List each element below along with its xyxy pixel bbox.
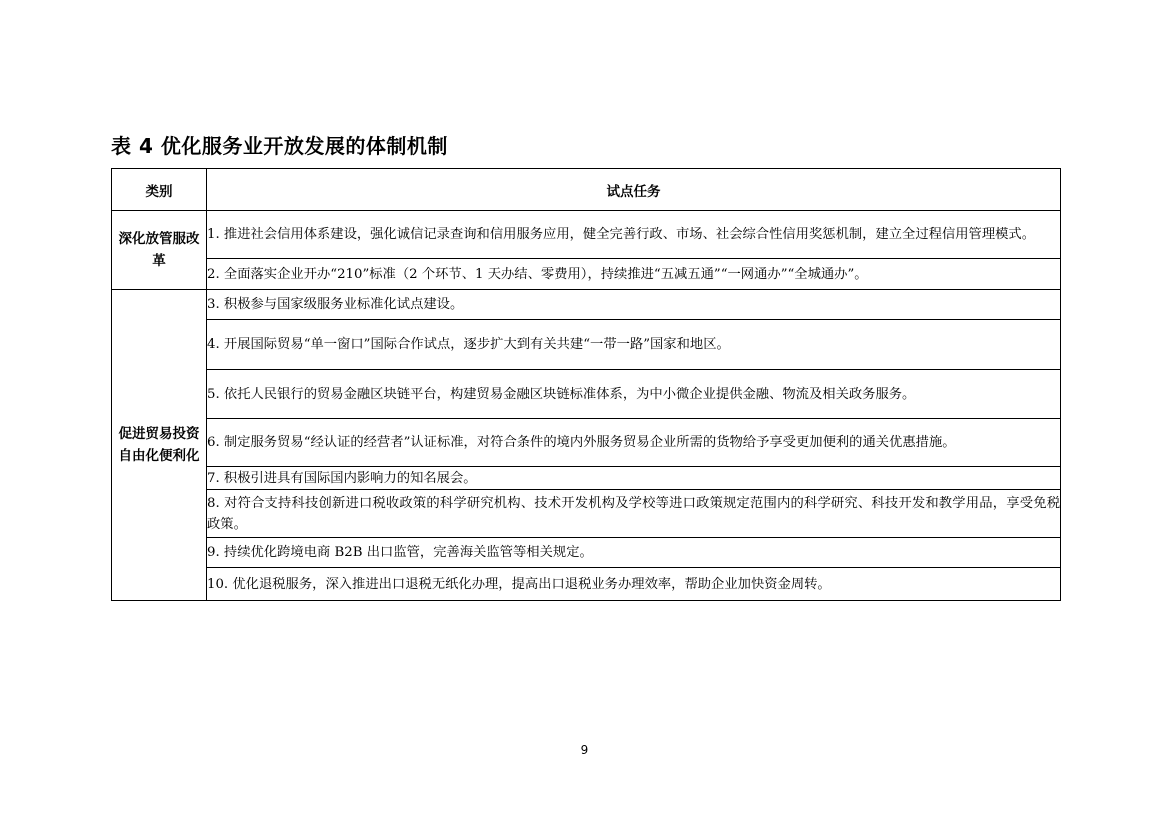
- task-cell: 5. 依托人民银行的贸易金融区块链平台，构建贸易金融区块链标准体系，为中小微企业提供金融、物流及相关政务服务。: [207, 370, 1061, 419]
- category-cell-trade-facilitation: 促进贸易投资自由化便利化: [112, 290, 207, 601]
- task-cell: 8. 对符合支持科技创新进口税收政策的科学研究机构、技术开发机构及学校等进口政策规定范围内的科学研究、科技开发和教学用品，享受免税政策。: [207, 490, 1061, 538]
- table-row: [112, 490, 1061, 538]
- task-cell: 4. 开展国际贸易“单一窗口”国际合作试点，逐步扩大到有关共建“一带一路”国家和地区。: [207, 320, 1061, 370]
- task-cell: 7. 积极引进具有国际国内影响力的知名展会。: [207, 467, 1061, 490]
- table-row: [112, 419, 1061, 467]
- table-row: [112, 320, 1061, 370]
- task-cell: 1. 推进社会信用体系建设，强化诚信记录查询和信用服务应用，健全完善行政、市场、社会综合性信用奖惩机制，建立全过程信用管理模式。: [207, 211, 1061, 259]
- table-row: [112, 568, 1061, 601]
- category-cell-deepen-reform: 深化放管服改革: [112, 211, 207, 290]
- task-cell: 6. 制定服务贸易“经认证的经营者”认证标准，对符合条件的境内外服务贸易企业所需的货物给予享受更加便利的通关优惠措施。: [207, 419, 1061, 467]
- task-cell: 3. 积极参与国家级服务业标准化试点建设。: [207, 290, 1061, 320]
- table-row: [112, 467, 1061, 490]
- column-header-category: 类别: [112, 169, 207, 211]
- task-cell: 10. 优化退税服务，深入推进出口退税无纸化办理，提高出口退税业务办理效率，帮助企业加快资金周转。: [207, 568, 1061, 601]
- table-title: 表 4 优化服务业开放发展的体制机制: [111, 134, 448, 158]
- pilot-tasks-table: [111, 168, 1061, 601]
- page-number: 9: [580, 743, 589, 757]
- header-row: [112, 169, 1061, 211]
- task-cell: 9. 持续优化跨境电商 B2B 出口监管，完善海关监管等相关规定。: [207, 538, 1061, 568]
- table-row: [112, 370, 1061, 419]
- task-cell: 2. 全面落实企业开办“210”标准（2 个环节、1 天办结、零费用），持续推进“五减五通”“一网通办”“全城通办”。: [207, 259, 1061, 290]
- table-row: [112, 290, 1061, 320]
- table-row: [112, 259, 1061, 290]
- table-row: [112, 538, 1061, 568]
- table-row: [112, 211, 1061, 259]
- column-header-task: 试点任务: [207, 169, 1061, 211]
